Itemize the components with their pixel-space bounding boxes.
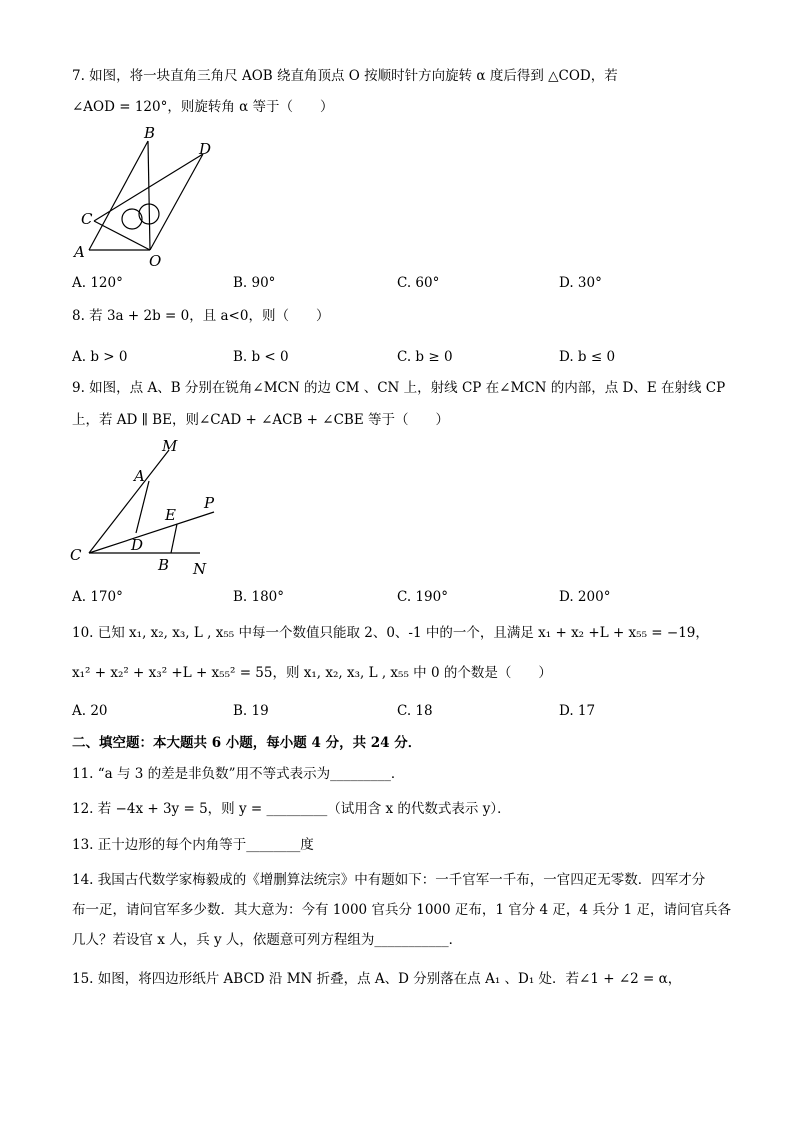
q10-line1: 10. 已知 x₁, x₂, x₃, L , x₅₅ 中每一个数值只能取 2、0、-1 中的一个，且满足 x₁ + x₂ +L + x₅₅ = −19， — [72, 625, 709, 641]
q10-line2: x₁² + x₂² + x₃² +L + x₅₅² = 55，则 x₁, x₂, x₃, L , x₅₅ 中 0 的个数是（ ） — [72, 665, 552, 681]
q10-option-b[interactable]: B. 19 — [233, 703, 269, 719]
section2-title: 二、填空题：本大题共 6 小题，每小题 4 分，共 24 分． — [72, 735, 422, 751]
q9-label-E: E — [165, 506, 176, 524]
q7-option-d[interactable]: D. 30° — [559, 275, 602, 291]
q9-label-P: P — [204, 494, 215, 512]
q7-line1: 7. 如图，将一块直角三角尺 AOB 绕直角顶点 O 按顺时针方向旋转 α 度后得到 △COD，若 — [72, 68, 618, 84]
q9-option-d[interactable]: D. 200° — [559, 589, 611, 605]
q14-line1: 14. 我国古代数学家梅毅成的《增删算法统宗》中有题如下：一千官军一千布，一官四疋无零数．四军才分 — [72, 872, 706, 888]
q9-label-M: M — [162, 437, 178, 455]
q7-label-C: C — [81, 210, 93, 228]
q7-label-A: A — [74, 243, 85, 261]
q7-label-B: B — [144, 124, 156, 142]
q9-label-D: D — [131, 536, 144, 554]
q15-line1: 15. 如图，将四边形纸片 ABCD 沿 MN 折叠，点 A、D 分别落在点 A₁ 、D₁ 处．若∠1 + ∠2 = α， — [72, 971, 682, 987]
q8-option-a[interactable]: A. b > 0 — [72, 349, 128, 365]
q9-label-C: C — [70, 546, 82, 564]
q10-options — [72, 701, 732, 721]
q8-options — [72, 347, 732, 367]
q13-line: 13. 正十边形的每个内角等于________度 — [72, 837, 314, 853]
q9-line2: 上，若 AD ∥ BE，则∠CAD + ∠ACB + ∠CBE 等于（ ） — [72, 412, 449, 428]
q7-label-O: O — [149, 252, 162, 270]
q10-option-d[interactable]: D. 17 — [559, 703, 596, 719]
q8-option-d[interactable]: D. b ≤ 0 — [559, 349, 616, 365]
q9-figure — [66, 436, 226, 578]
q8-option-c[interactable]: C. b ≥ 0 — [397, 349, 453, 365]
q14-line3: 几人？若设官 x 人，兵 y 人，依题意可列方程组为___________． — [72, 932, 463, 948]
q9-label-A: A — [134, 467, 145, 485]
q9-label-B: B — [158, 556, 170, 574]
q9-label-N: N — [193, 560, 207, 578]
q7-option-c[interactable]: C. 60° — [397, 275, 440, 291]
q11-line: 11. “a 与 3 的差是非负数”用不等式表示为_________． — [72, 766, 405, 782]
q7-option-a[interactable]: A. 120° — [72, 275, 123, 291]
q10-option-c[interactable]: C. 18 — [397, 703, 433, 719]
q9-option-a[interactable]: A. 170° — [72, 589, 123, 605]
q8-option-b[interactable]: B. b < 0 — [233, 349, 289, 365]
q12-line: 12. 若 −4x + 3y = 5，则 y = _________（试用含 x 的代数式表示 y）． — [72, 801, 511, 817]
q7-label-D: D — [199, 140, 212, 158]
q9-line1: 9. 如图，点 A、B 分别在锐角∠MCN 的边 CM 、CN 上，射线 CP 在∠MCN 的内部，点 D、E 在射线 CP — [72, 380, 726, 396]
q9-options — [72, 587, 732, 607]
q9-option-b[interactable]: B. 180° — [233, 589, 285, 605]
q7-options — [72, 273, 732, 293]
q10-option-a[interactable]: A. 20 — [72, 703, 108, 719]
q7-figure — [72, 124, 232, 270]
q8-line1: 8. 若 3a + 2b = 0，且 a<0，则（ ） — [72, 308, 330, 324]
q7-line2: ∠AOD = 120°，则旋转角 α 等于（ ） — [72, 99, 334, 115]
q7-option-b[interactable]: B. 90° — [233, 275, 276, 291]
q14-line2: 布一疋，请问官军多少数．其大意为：今有 1000 官兵分 1000 疋布，1 官分 4 疋，4 兵分 1 疋，请问官兵各 — [72, 902, 731, 918]
q9-option-c[interactable]: C. 190° — [397, 589, 448, 605]
